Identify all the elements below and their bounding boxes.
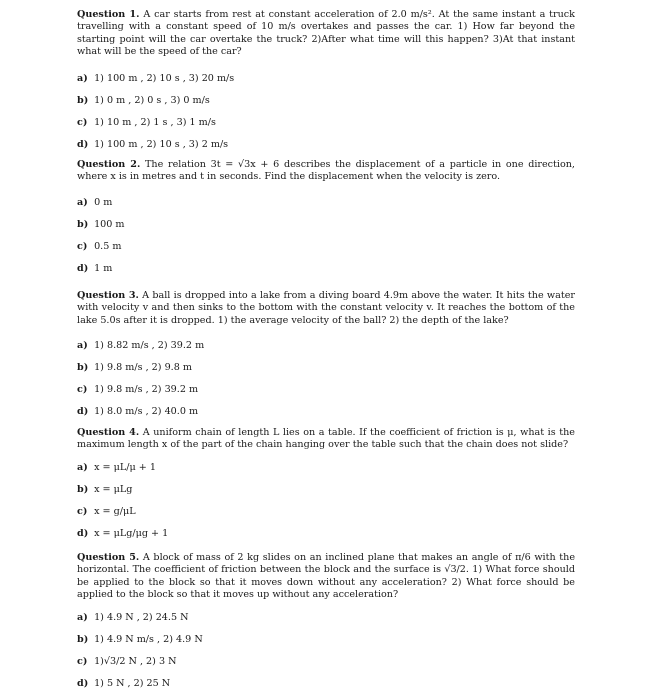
option-text: 0 m — [94, 196, 113, 208]
option-label: c) — [77, 116, 88, 128]
option-text: 1) 4.9 N m/s , 2) 4.9 N — [94, 633, 203, 645]
option-text: 1 m — [94, 262, 113, 274]
option-label: a) — [77, 196, 88, 208]
question-3-option-d[interactable] — [77, 406, 575, 418]
option-label: b) — [77, 218, 89, 230]
option-text: 1) 0 m , 2) 0 s , 3) 0 m/s — [94, 94, 210, 106]
question-3-option-b[interactable] — [77, 362, 575, 374]
option-label: d) — [77, 527, 89, 539]
question-5-option-d[interactable] — [77, 678, 575, 690]
option-text: 1) 5 N , 2) 25 N — [94, 677, 171, 689]
question-2-option-c[interactable] — [77, 241, 575, 253]
question-5-option-b[interactable] — [77, 634, 575, 646]
question-5-options — [77, 612, 575, 690]
question-2-label: Question 2. — [77, 159, 141, 170]
question-3 — [77, 290, 575, 428]
question-5-option-c[interactable] — [77, 656, 575, 668]
question-1-option-c[interactable] — [77, 117, 575, 129]
question-2-prompt — [77, 159, 575, 184]
question-1-prompt — [77, 9, 575, 59]
question-1-option-b[interactable] — [77, 95, 575, 107]
question-3-label: Question 3. — [77, 290, 139, 301]
question-4 — [77, 427, 575, 550]
option-label: a) — [77, 461, 88, 473]
question-2-option-a[interactable] — [77, 197, 575, 209]
question-1-text: A car starts from rest at constant acceleration of 2.0 m/s². At the same instant a truck travelling with a constant speed of 10 m/s overtakes and passes the car. 1) How far beyond the starting point will the car overtake the truck? 2)After what time will this happen? 3)At that instant what will be the speed of the car? — [77, 9, 575, 58]
question-2 — [77, 159, 575, 285]
option-label: d) — [77, 406, 89, 418]
question-5-label: Question 5. — [77, 552, 140, 563]
option-label: b) — [77, 94, 89, 106]
option-label: a) — [77, 611, 88, 623]
option-label: a) — [77, 72, 88, 84]
question-4-option-c[interactable] — [77, 506, 575, 518]
option-text: x = g/μL — [94, 505, 136, 517]
option-label: b) — [77, 483, 89, 495]
option-text: 1) 10 m , 2) 1 s , 3) 1 m/s — [94, 116, 216, 128]
option-text: 0.5 m — [94, 240, 122, 252]
option-label: a) — [77, 340, 88, 352]
option-label: d) — [77, 138, 89, 150]
question-1-label: Question 1. — [77, 9, 140, 20]
option-label: d) — [77, 262, 89, 274]
question-1-option-a[interactable] — [77, 73, 575, 85]
question-1-options — [77, 73, 575, 151]
option-label: b) — [77, 362, 89, 374]
option-text: 1) 100 m , 2) 10 s , 3) 20 m/s — [94, 72, 235, 84]
question-2-option-d[interactable] — [77, 263, 575, 275]
question-3-options — [77, 340, 575, 418]
option-text: 1) 100 m , 2) 10 s , 3) 2 m/s — [94, 138, 229, 150]
question-2-options — [77, 197, 575, 275]
question-4-prompt — [77, 427, 575, 452]
question-1 — [77, 9, 575, 161]
question-5-prompt — [77, 552, 575, 602]
option-text: 100 m — [94, 218, 125, 230]
question-4-option-d[interactable] — [77, 528, 575, 540]
option-text: x = μLg/μg + 1 — [94, 527, 169, 539]
question-4-option-b[interactable] — [77, 484, 575, 496]
question-1-option-d[interactable] — [77, 139, 575, 151]
question-2-text: The relation 3t = √3x + 6 describes the displacement of a particle in one direction, where x is in metres and t in seconds. Find the displacement when the velocity is zero. — [77, 159, 575, 183]
option-text: 1) 4.9 N , 2) 24.5 N — [94, 611, 189, 623]
question-3-text: A ball is dropped into a lake from a diving board 4.9m above the water. It hits the water with velocity v and then sinks to the bottom with the constant velocity v. It reaches the bottom of the lake 5.0s after it is dropped. 1) the average velocity of the ball? 2) the depth of the lake? — [77, 290, 575, 326]
question-2-option-b[interactable] — [77, 219, 575, 231]
question-5-text: A block of mass of 2 kg slides on an inclined plane that makes an angle of π/6 with the horizontal. The coefficient of friction between the block and the surface is √3/2. 1) What force should be applied to the block so that it moves down without any acceleration? 2) What force should be applied to the block so that it moves up without any acceleration? — [77, 552, 575, 601]
option-label: b) — [77, 633, 89, 645]
option-label: c) — [77, 384, 88, 396]
option-text: x = μL/μ + 1 — [94, 461, 156, 473]
option-text: x = μLg — [94, 483, 133, 495]
question-4-options — [77, 462, 575, 540]
option-label: c) — [77, 655, 88, 667]
option-text: 1) 8.82 m/s , 2) 39.2 m — [94, 340, 205, 352]
question-3-option-c[interactable] — [77, 384, 575, 396]
question-3-prompt — [77, 290, 575, 327]
question-5-option-a[interactable] — [77, 612, 575, 624]
option-label: d) — [77, 677, 89, 689]
question-4-option-a[interactable] — [77, 462, 575, 474]
question-3-option-a[interactable] — [77, 340, 575, 352]
option-label: c) — [77, 240, 88, 252]
question-4-text: A uniform chain of length L lies on a table. If the coefficient of friction is μ, what is the maximum length x of the part of the chain hanging over the table such that the chain does not slide? — [77, 427, 575, 451]
question-5 — [77, 552, 575, 700]
option-text: 1)√3/2 N , 2) 3 N — [94, 655, 177, 667]
option-text: 1) 9.8 m/s , 2) 9.8 m — [94, 362, 192, 374]
option-label: c) — [77, 505, 88, 517]
option-text: 1) 8.0 m/s , 2) 40.0 m — [94, 406, 199, 418]
option-text: 1) 9.8 m/s , 2) 39.2 m — [94, 384, 199, 396]
question-4-label: Question 4. — [77, 427, 140, 438]
